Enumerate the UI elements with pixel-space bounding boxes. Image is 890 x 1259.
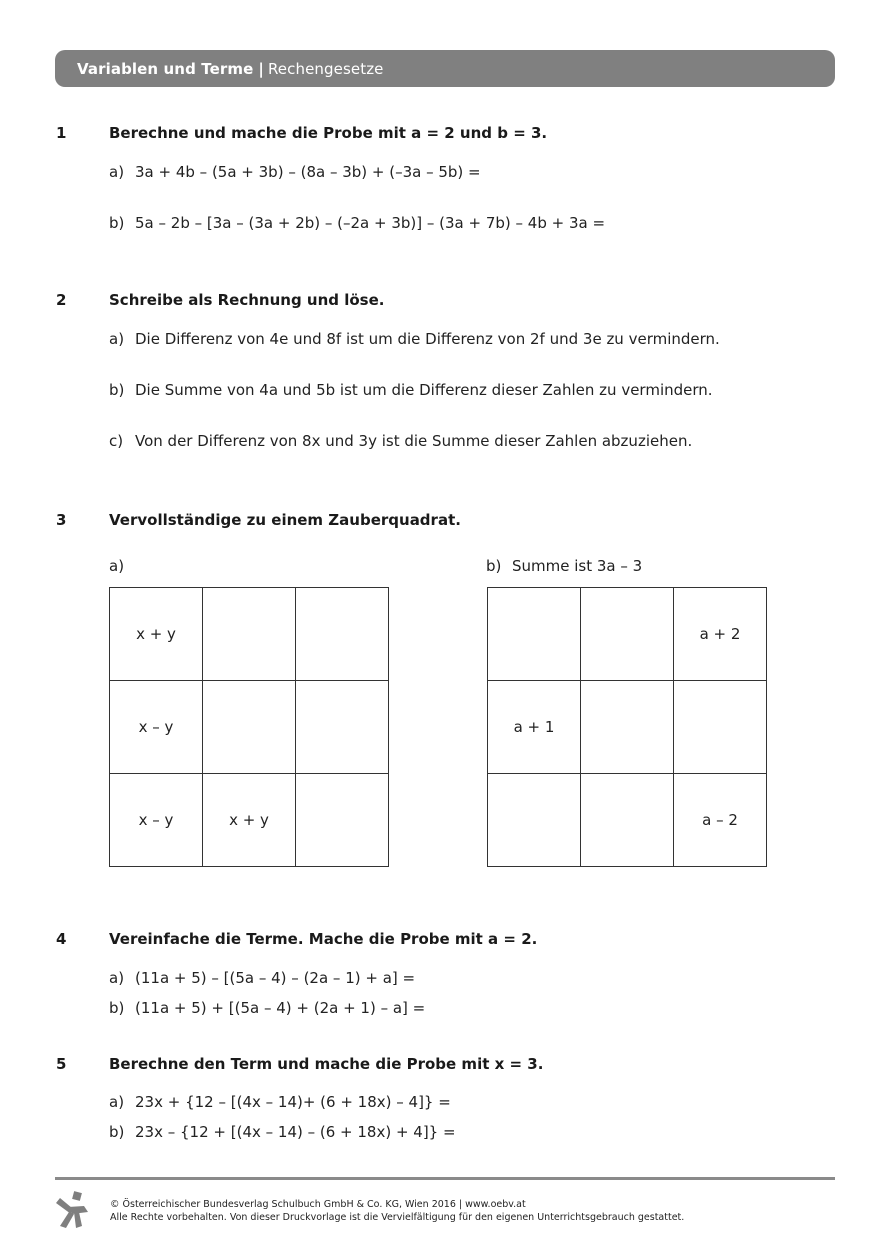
header-separator: | (258, 59, 264, 78)
grid-cell[interactable]: x + y (203, 774, 296, 867)
task-number: 3 (56, 511, 67, 529)
task-number: 4 (56, 930, 67, 948)
footer-line-1: © Österreichischer Bundesverlag Schulbuch GmbH & Co. KG, Wien 2016 | www.oebv.at (110, 1199, 526, 1210)
task-item (109, 432, 692, 450)
grid-cell[interactable] (203, 681, 296, 774)
grid-cell[interactable] (674, 681, 767, 774)
task-item (109, 214, 605, 232)
grid-cell[interactable] (296, 774, 389, 867)
item-label: b) (109, 214, 125, 232)
item-text: Von der Differenz von 8x und 3y ist die Summe dieser Zahlen abzuziehen. (135, 432, 693, 450)
task-title: Vervollständige zu einem Zauberquadrat. (109, 511, 461, 529)
item-label: b) (486, 557, 502, 575)
task-title: Berechne und mache die Probe mit a = 2 und b = 3. (109, 124, 548, 142)
item-label: a) (109, 557, 125, 575)
magic-square-a (109, 587, 389, 867)
item-text: Die Summe von 4a und 5b ist um die Differenz dieser Zahlen zu vermindern. (135, 381, 713, 399)
task-number: 1 (56, 124, 67, 142)
oebv-logo-icon (54, 1190, 92, 1230)
item-label: b) (109, 999, 125, 1017)
header-bar (55, 50, 835, 87)
square-b-label (486, 557, 642, 575)
grid-cell[interactable]: x + y (110, 588, 203, 681)
footer-line-2: Alle Rechte vorbehalten. Von dieser Druckvorlage ist die Vervielfältigung für den eigenen Unterrichtsgebrauch gestattet. (110, 1212, 685, 1223)
item-text: Die Differenz von 4e und 8f ist um die Differenz von 2f und 3e zu vermindern. (135, 330, 720, 348)
task-item (109, 381, 713, 399)
magic-square-b (487, 587, 767, 867)
item-label: a) (109, 1093, 125, 1111)
item-text: (11a + 5) – [(5a – 4) – (2a – 1) + a] = (135, 969, 416, 987)
task-number: 5 (56, 1055, 67, 1073)
item-label: a) (109, 163, 125, 181)
task-title: Vereinfache die Terme. Mache die Probe mit a = 2. (109, 930, 538, 948)
grid-cell[interactable] (488, 774, 581, 867)
square-caption: Summe ist 3a – 3 (512, 557, 643, 575)
grid-cell[interactable] (581, 681, 674, 774)
task-item (109, 1093, 451, 1111)
task-item (109, 163, 481, 181)
item-text: (11a + 5) + [(5a – 4) + (2a + 1) – a] = (135, 999, 426, 1017)
task-item (109, 969, 415, 987)
grid-row (110, 774, 389, 867)
grid-cell[interactable] (581, 774, 674, 867)
task-item (109, 1123, 456, 1141)
item-text: 5a – 2b – [3a – (3a + 2b) – (–2a + 3b)] – (3a + 7b) – 4b + 3a = (135, 214, 606, 232)
grid-cell[interactable] (488, 588, 581, 681)
grid-cell[interactable] (296, 588, 389, 681)
task-item (109, 999, 425, 1017)
grid-cell[interactable]: a + 1 (488, 681, 581, 774)
grid-row (110, 588, 389, 681)
grid-row (488, 774, 767, 867)
header-subtitle: Rechengesetze (267, 59, 384, 78)
task-title: Schreibe als Rechnung und löse. (109, 291, 385, 309)
item-text: 23x – {12 + [(4x – 14) – (6 + 18x) + 4]} = (135, 1123, 456, 1141)
grid-cell[interactable] (581, 588, 674, 681)
task-number: 2 (56, 291, 67, 309)
footer-copyright (110, 1198, 684, 1224)
grid-cell[interactable]: a – 2 (674, 774, 767, 867)
item-label: b) (109, 1123, 125, 1141)
grid-cell[interactable]: x – y (110, 774, 203, 867)
grid-cell[interactable]: a + 2 (674, 588, 767, 681)
footer-divider (55, 1177, 835, 1180)
task-title: Berechne den Term und mache die Probe mit x = 3. (109, 1055, 544, 1073)
grid-cell[interactable] (296, 681, 389, 774)
square-a-label (109, 557, 135, 575)
header-title: Variablen und Terme (77, 59, 254, 78)
grid-row (110, 681, 389, 774)
item-label: c) (109, 432, 124, 450)
grid-row (488, 681, 767, 774)
grid-cell[interactable] (203, 588, 296, 681)
grid-cell[interactable]: x – y (110, 681, 203, 774)
grid-row (488, 588, 767, 681)
item-label: b) (109, 381, 125, 399)
item-label: a) (109, 969, 125, 987)
item-text: 3a + 4b – (5a + 3b) – (8a – 3b) + (–3a – 5b) = (135, 163, 481, 181)
task-item (109, 330, 720, 348)
item-label: a) (109, 330, 125, 348)
item-text: 23x + {12 – [(4x – 14)+ (6 + 18x) – 4]} = (135, 1093, 451, 1111)
